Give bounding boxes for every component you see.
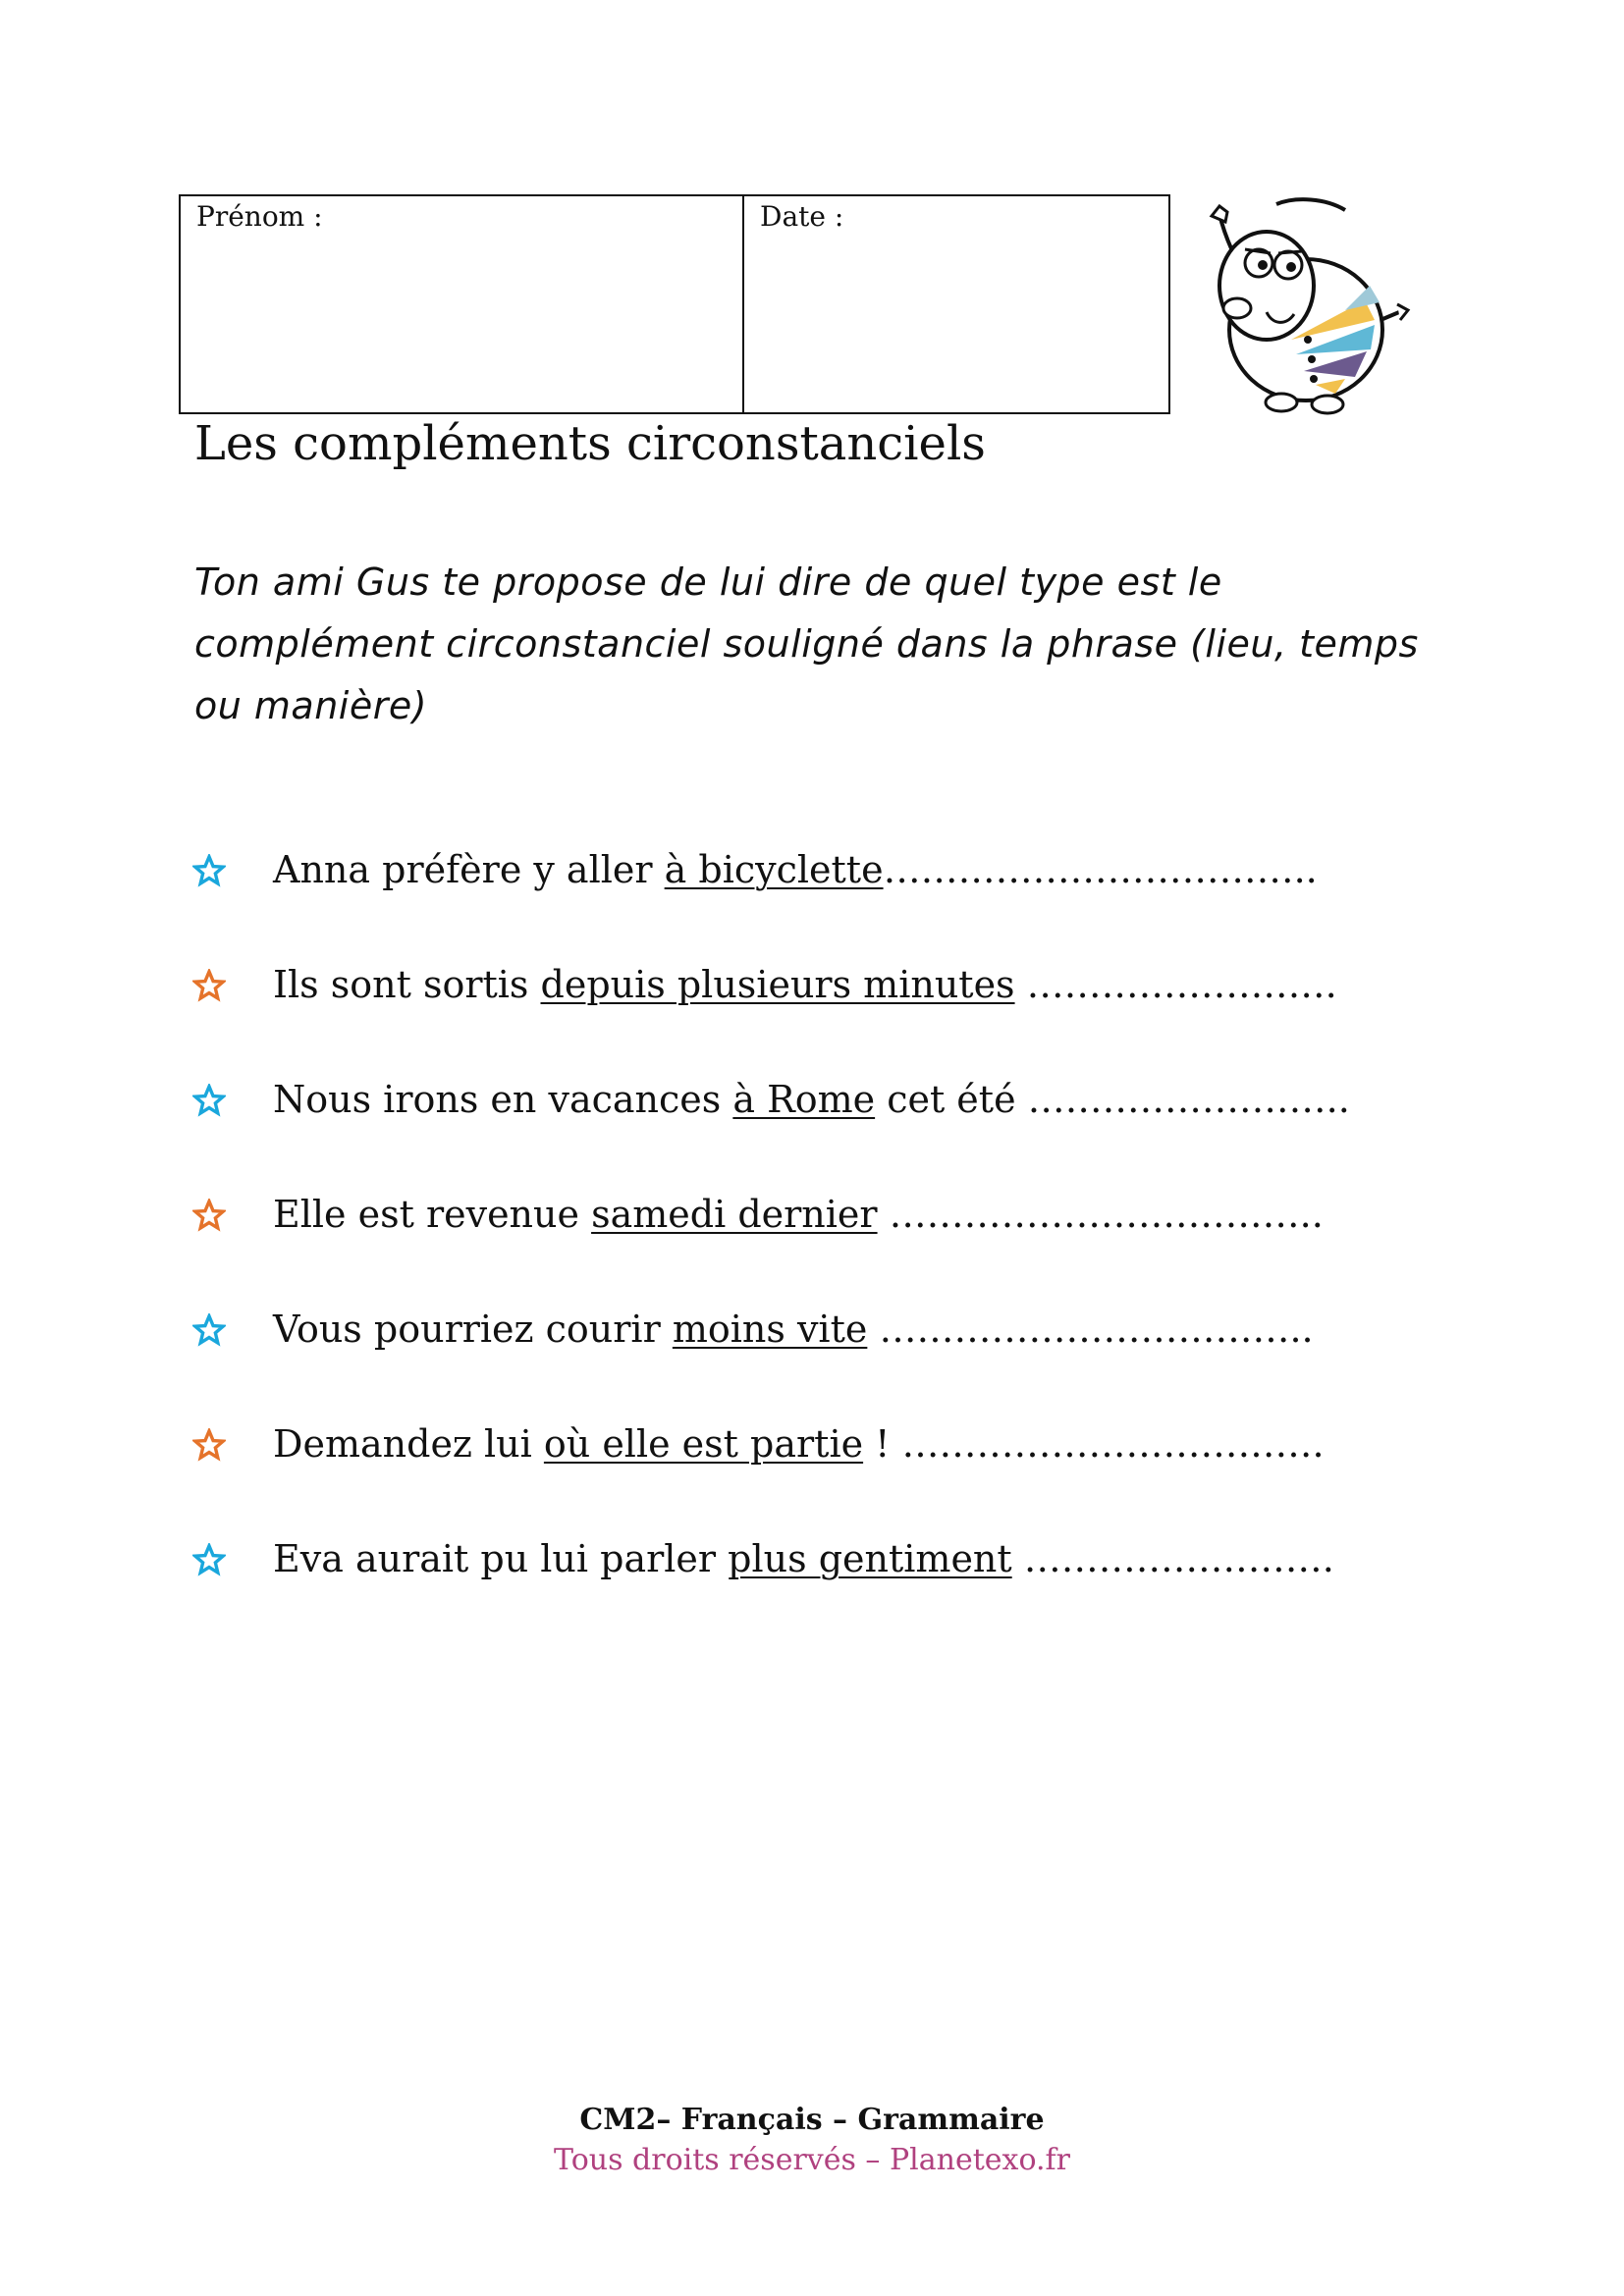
star-icon (192, 1199, 226, 1232)
date-label: Date : (760, 200, 844, 233)
exercise-sentence: Demandez lui où elle est partie ! ……………………………. (273, 1422, 1325, 1466)
underlined-complement: à bicyclette (664, 848, 884, 891)
exercise-sentence: Nous irons en vacances à Rome cet été …………………….. (273, 1078, 1350, 1121)
prenom-field[interactable] (181, 196, 744, 412)
answer-blank[interactable]: ……………………………. (901, 1422, 1325, 1466)
gus-mascot-icon (1198, 192, 1414, 418)
exercise-sentence: Elle est revenue samedi dernier …………………………….. (273, 1193, 1324, 1236)
answer-blank[interactable]: …………………………….. (889, 1193, 1324, 1236)
answer-blank[interactable]: ……………………. (1026, 963, 1337, 1006)
student-info-box (179, 194, 1170, 414)
answer-blank[interactable]: …………………………….. (879, 1308, 1314, 1351)
exercise-sentence: Anna préfère y aller à bicyclette…………………………….. (273, 848, 1318, 891)
answer-blank[interactable]: ……………………. (1023, 1537, 1334, 1580)
answer-blank[interactable]: …………………….. (1027, 1078, 1350, 1121)
exercise-sentence: Vous pourriez courir moins vite …………………………….. (273, 1308, 1314, 1351)
page-title: Les compléments circonstanciels (194, 416, 986, 471)
underlined-complement: où elle est partie (543, 1422, 864, 1466)
underlined-complement: samedi dernier (591, 1193, 878, 1236)
star-icon (192, 854, 226, 887)
underlined-complement: à Rome (732, 1078, 876, 1121)
exercise-sentence: Ils sont sortis depuis plusieurs minutes ……………………. (273, 963, 1337, 1006)
instruction-text: Ton ami Gus te propose de lui dire de quel type est le complément circonstanciel souligné dans la phrase (lieu, temps ou manière) (194, 561, 1419, 727)
exercise-sentence: Eva aurait pu lui parler plus gentiment ……………………. (273, 1537, 1334, 1580)
footer-copyright[interactable]: Tous droits réservés – Planetexo.fr (554, 2143, 1070, 2177)
star-icon (192, 1313, 226, 1347)
star-icon (192, 1428, 226, 1462)
date-field[interactable] (744, 196, 1168, 412)
underlined-complement: depuis plusieurs minutes (540, 963, 1015, 1006)
star-icon (192, 1543, 226, 1576)
star-icon (192, 969, 226, 1002)
footer (0, 2103, 1624, 2177)
footer-subject: CM2– Français – Grammaire (579, 2103, 1045, 2137)
underlined-complement: moins vite (672, 1308, 868, 1351)
underlined-complement: plus gentiment (728, 1537, 1012, 1580)
prenom-label: Prénom : (196, 200, 323, 233)
star-icon (192, 1084, 226, 1117)
